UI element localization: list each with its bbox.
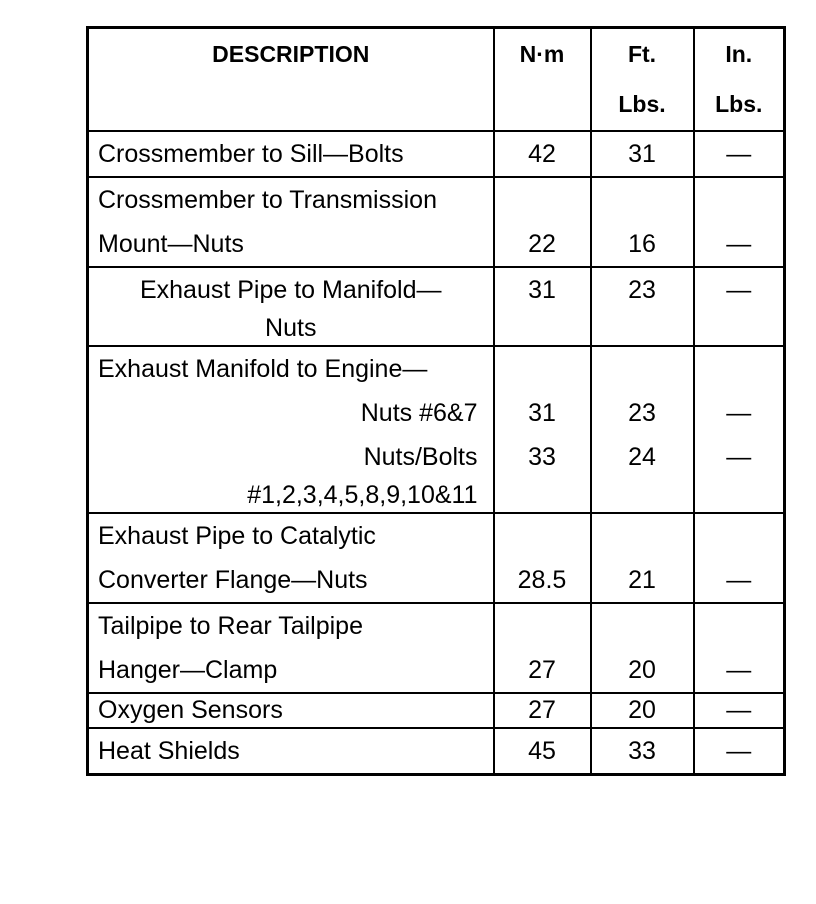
ft-lbs-cell: 23 24 [591,346,694,513]
nm-cell: 27 [494,693,591,728]
in-lbs-cell: — [694,693,785,728]
nm-cell: 22 [494,177,591,267]
description-cell: Exhaust Manifold to Engine— Nuts #6&7 Nuts/Bolts #1,2,3,4,5,8,9,10&11 [88,346,494,513]
in-lbs-cell: — [694,728,785,775]
nm-cell: 31 33 [494,346,591,513]
in-lbs-cell: — [694,603,785,693]
table-row [88,693,785,728]
sub-item-label: Nuts #6&7 [360,399,478,427]
table-row [88,177,785,267]
in-lbs-cell: — [694,267,785,346]
nm-cell: 31 [494,267,591,346]
table-row [88,728,785,775]
ft-lbs-cell: 33 [591,728,694,775]
in-lbs-cell: — [694,513,785,603]
ft-lbs-cell: 23 [591,267,694,346]
header-in-lbs: In. Lbs. [694,28,785,132]
ft-lbs-cell: 16 [591,177,694,267]
table-row [88,131,785,177]
header-nm: N·m [494,28,591,132]
header-description: DESCRIPTION [88,28,494,132]
nm-cell: 45 [494,728,591,775]
ft-lbs-cell: 20 [591,603,694,693]
description-cell: Oxygen Sensors [88,693,494,728]
ft-lbs-cell: 21 [591,513,694,603]
in-lbs-cell: — [694,131,785,177]
table-row [88,513,785,603]
description-cell: Exhaust Pipe to Manifold— Nuts [88,267,494,346]
description-cell: Tailpipe to Rear Tailpipe Hanger—Clamp [88,603,494,693]
table-row [88,603,785,693]
table-row [88,267,785,346]
ft-lbs-cell: 31 [591,131,694,177]
torque-spec-table [86,26,786,776]
header-row [88,28,785,132]
description-cell: Crossmember to Transmission Mount—Nuts [88,177,494,267]
description-cell: Exhaust Pipe to Catalytic Converter Flange—Nuts [88,513,494,603]
in-lbs-cell: — — [694,346,785,513]
sub-item-label: #1,2,3,4,5,8,9,10&11 [247,481,478,509]
nm-cell: 28.5 [494,513,591,603]
in-lbs-cell: — [694,177,785,267]
ft-lbs-cell: 20 [591,693,694,728]
sub-item-label: Nuts/Bolts [363,443,478,471]
nm-cell: 27 [494,603,591,693]
description-cell: Crossmember to Sill—Bolts [88,131,494,177]
header-ft-lbs: Ft. Lbs. [591,28,694,132]
table-row [88,346,785,513]
nm-cell: 42 [494,131,591,177]
description-cell: Heat Shields [88,728,494,775]
